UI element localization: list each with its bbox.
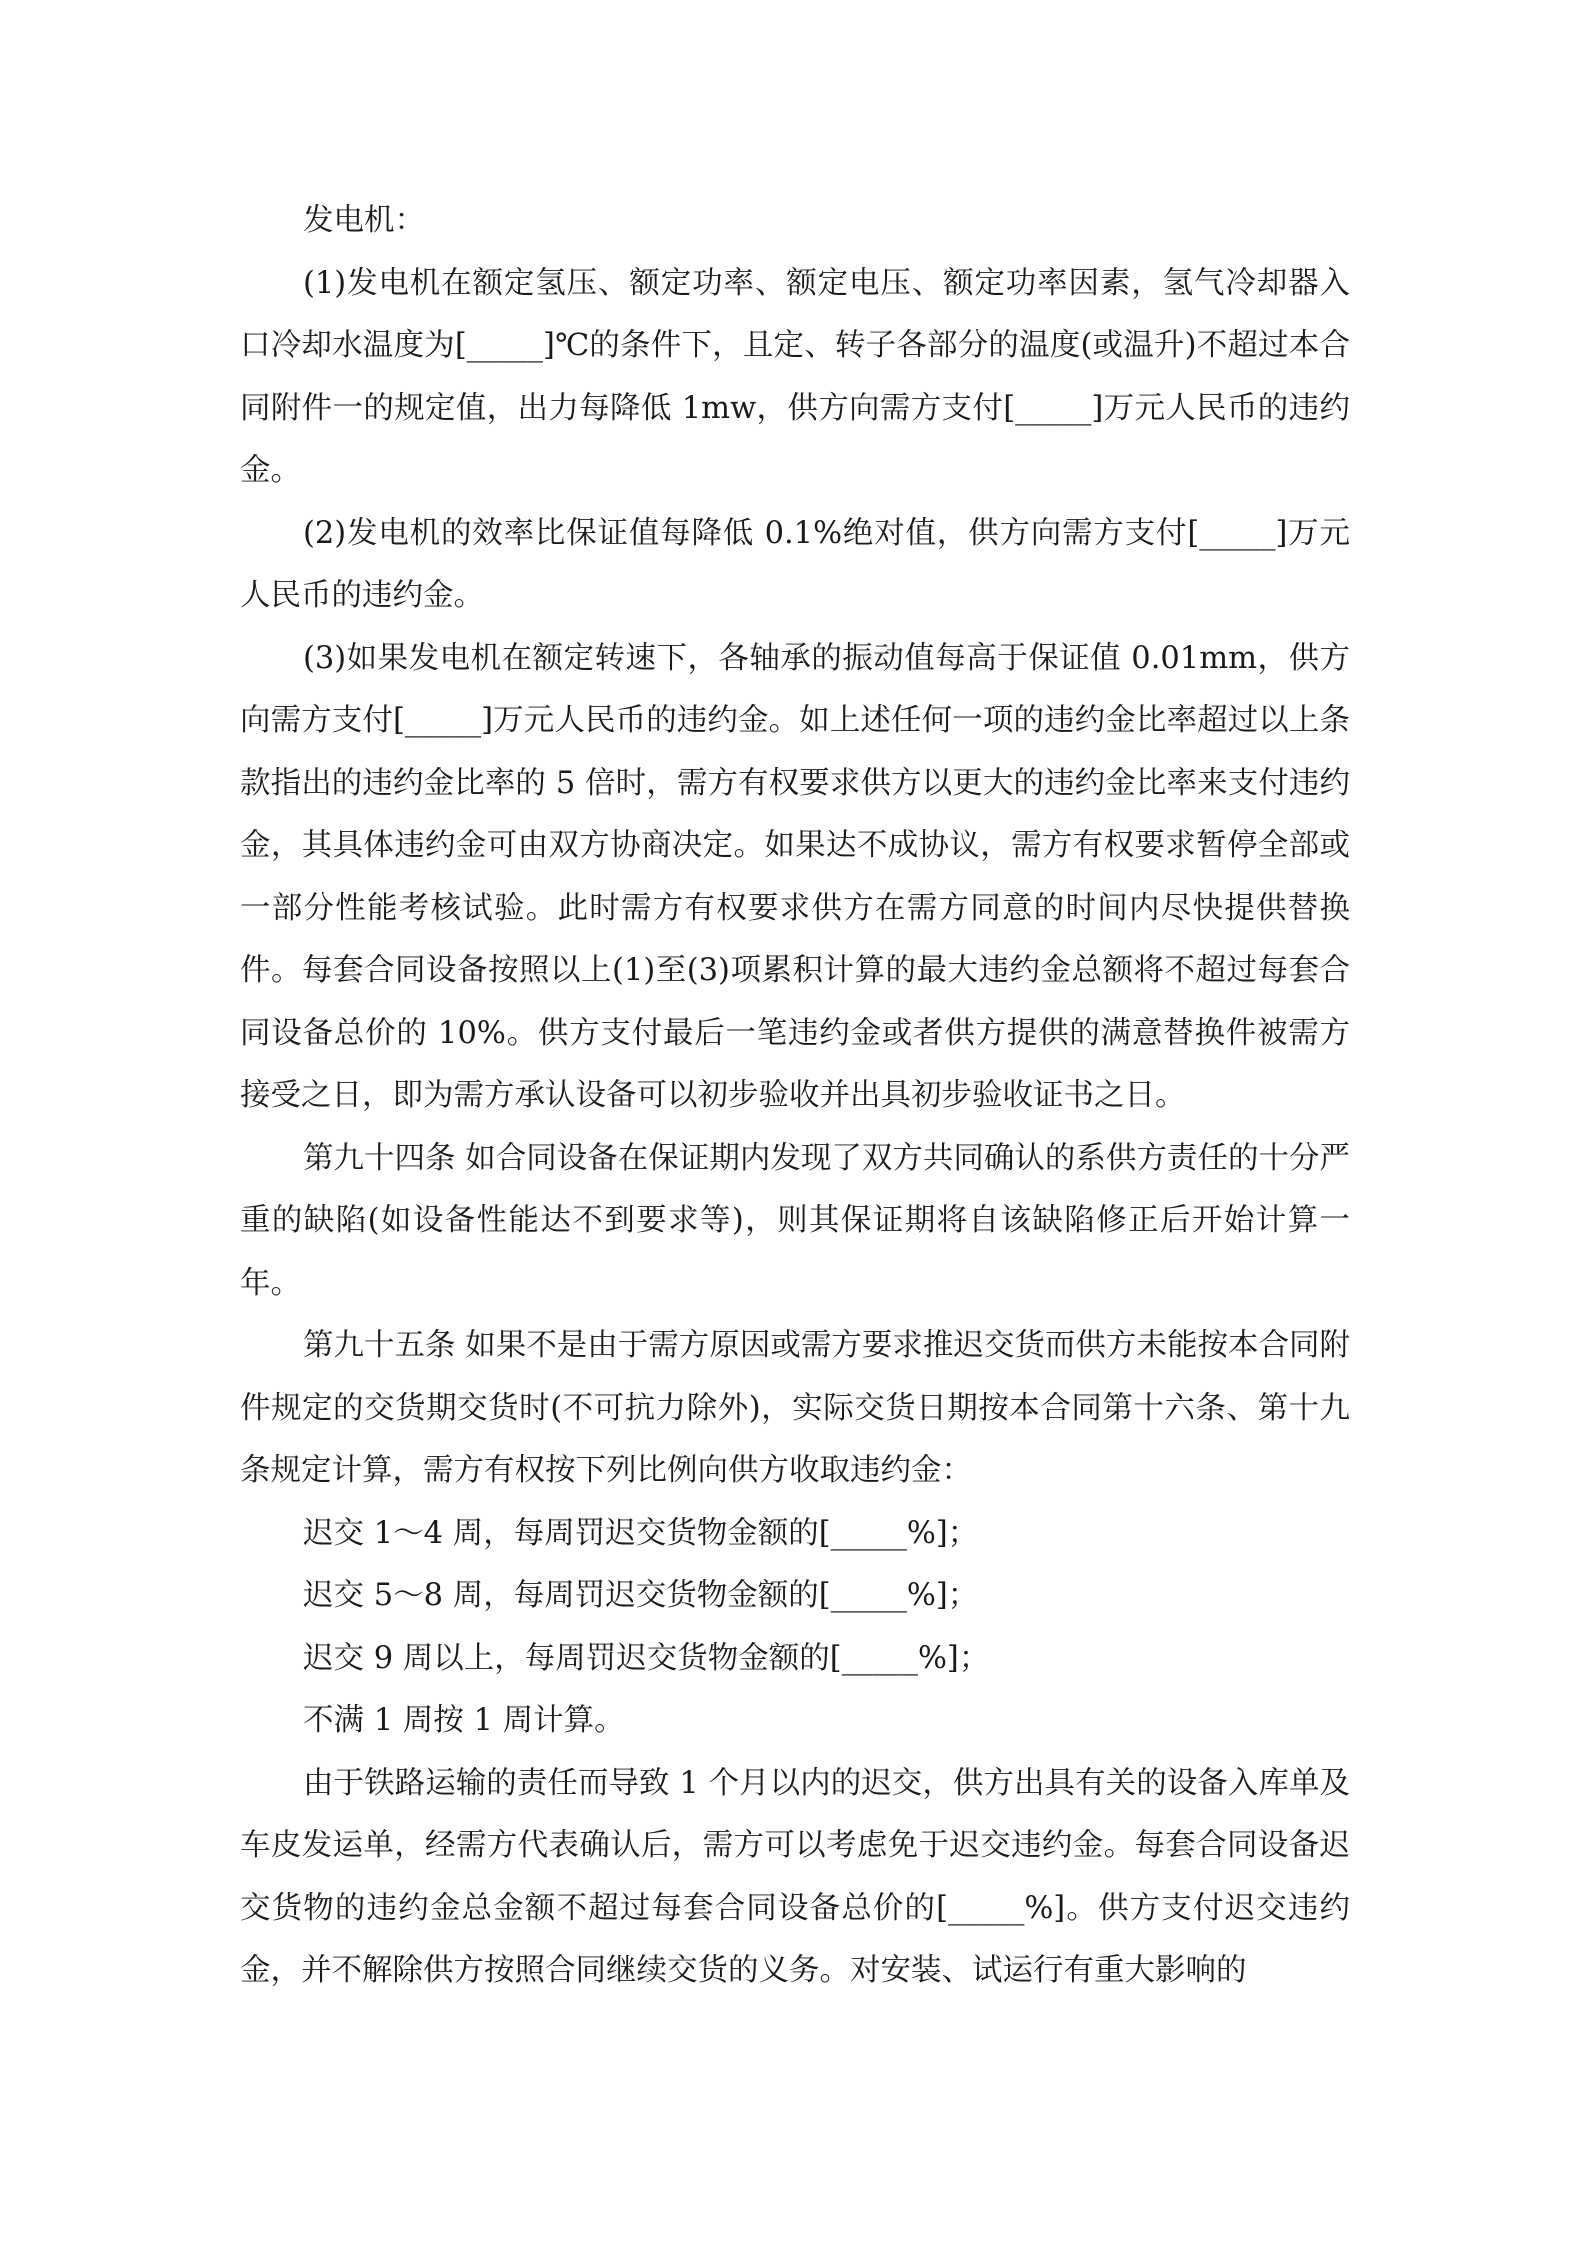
partial-week-rule: 不满 1 周按 1 周计算。 <box>303 1703 625 1738</box>
railway-delay-clause: 由于铁路运输的责任而导致 1 个月以内的迟交，供方出具有关的设备入库单及车皮发运单，经需方代表确认后，需方可以考虑免于迟交违约金。每套合同设备迟交货物的违约金总金额不超过每套合同设备总价的[_____%]。供方支付迟交违约金，并不解除供方按照合同继续交货的义务。对安装、试运行有重大影响的 <box>240 1765 1350 1988</box>
clause-1-output: (1)发电机在额定氢压、额定功率、额定电压、额定功率因素，氢气冷却器入口冷却水温度为[_____]℃的条件下，且定、转子各部分的温度(或温升)不超过本合同附件一的规定值，出力每降低 1mw，供方向需方支付[_____]万元人民币的违约金。 <box>240 265 1350 488</box>
clause-3-vibration: (3)如果发电机在额定转速下，各轴承的振动值每高于保证值 0.01mm，供方向需方支付[_____]万元人民币的违约金。如上述任何一项的违约金比率超过以上条款指出的违约金比率的 5 倍时，需方有权要求供方以更大的违约金比率来支付违约金，其具体违约金可由双方协商决定。如果达不成协议，需方有权要求暂停全部或一部分性能考核试验。此时需方有权要求供方在需方同意的时间内尽快提供替换件。每套合同设备按照以上(1)至(3)项累积计算的最大违约金总额将不超过每套合同设备总价的 10%。供方支付最后一笔违约金或者供方提供的满意替换件被需方接受之日，即为需方承认设备可以初步验收并出具初步验收证书之日。 <box>240 640 1350 1113</box>
section-heading-generator: 发电机： <box>303 203 425 238</box>
penalty-rate-weeks-9-plus: 迟交 9 周以上，每周罚迟交货物金额的[_____%]； <box>303 1640 990 1676</box>
article-94: 第九十四条 如合同设备在保证期内发现了双方共同确认的系供方责任的十分严重的缺陷(如设备性能达不到要求等)，则其保证期将自该缺陷修正后开始计算一年。 <box>240 1140 1350 1301</box>
penalty-rate-weeks-5-8: 迟交 5～8 周，每周罚迟交货物金额的[_____%]； <box>303 1578 979 1613</box>
penalty-rate-weeks-1-4: 迟交 1～4 周，每周罚迟交货物金额的[_____%]； <box>303 1515 979 1551</box>
document-page <box>240 190 1350 2003</box>
clause-2-efficiency: (2)发电机的效率比保证值每降低 0.1%绝对值，供方向需方支付[_____]万元人民币的违约金。 <box>240 515 1350 613</box>
article-95: 第九十五条 如果不是由于需方原因或需方要求推迟交货而供方未能按本合同附件规定的交货期交货时(不可抗力除外)，实际交货日期按本合同第十六条、第十九条规定计算，需方有权按下列比例向供方收取违约金： <box>240 1328 1350 1488</box>
